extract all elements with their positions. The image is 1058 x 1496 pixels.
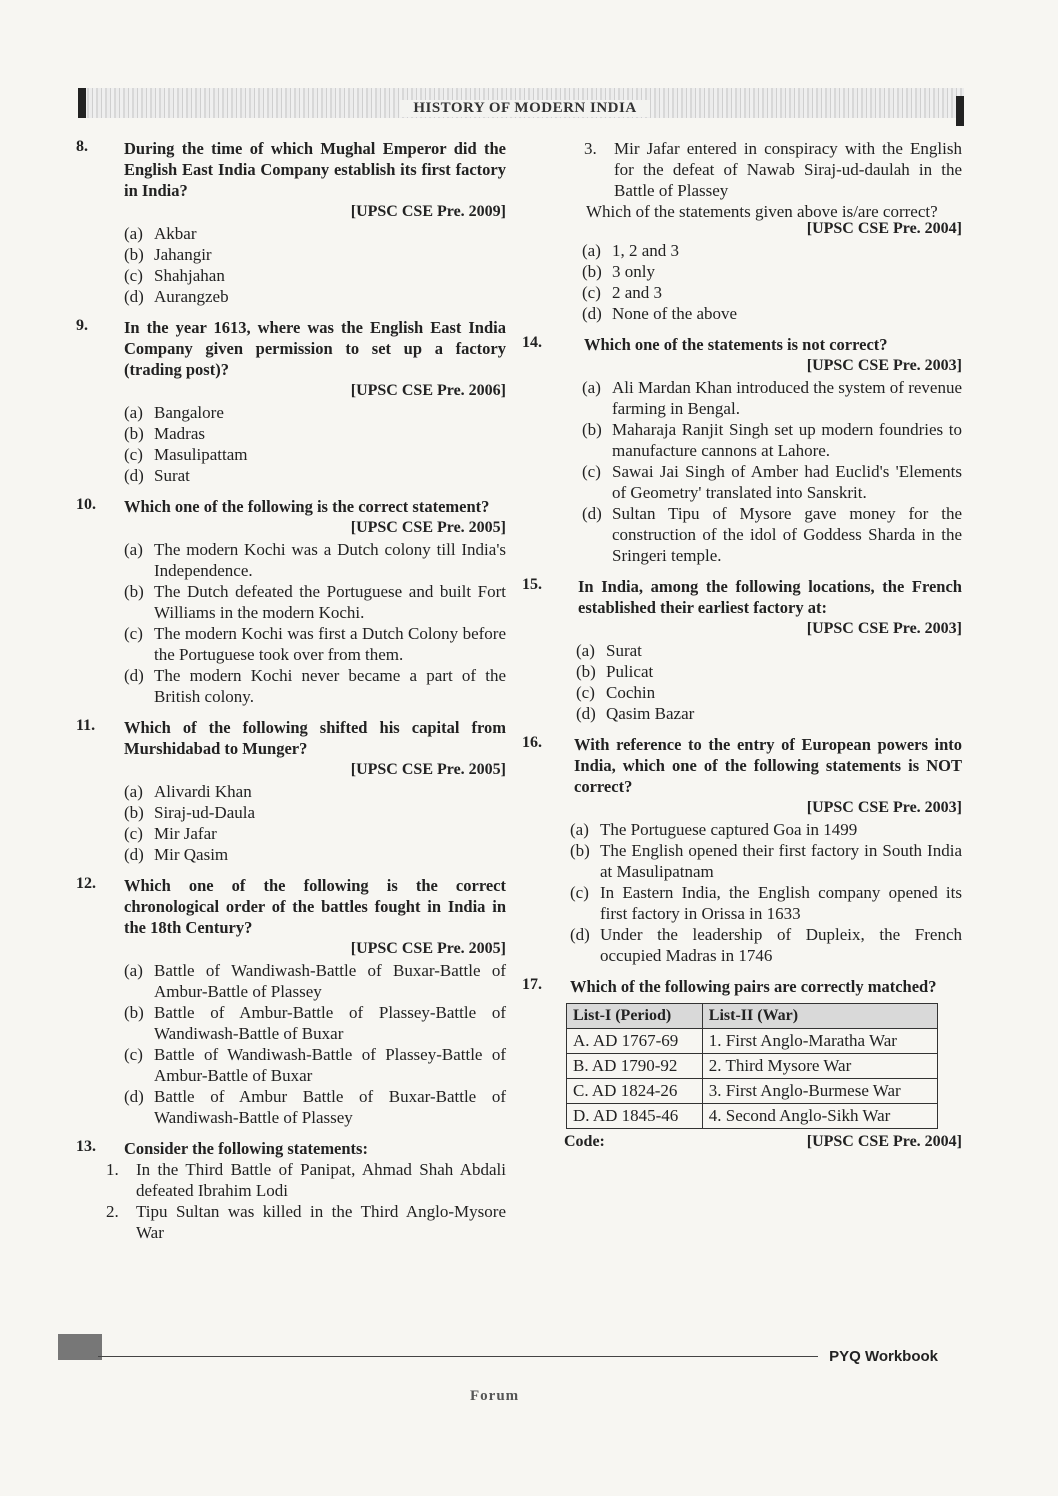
option-text: Bangalore — [154, 403, 224, 422]
period-cell: B. AD 1790-92 — [567, 1054, 703, 1079]
option — [576, 640, 962, 661]
question-number: 11. — [76, 717, 96, 734]
option — [124, 402, 506, 423]
option — [576, 703, 962, 724]
option — [124, 623, 506, 665]
option — [124, 1086, 506, 1128]
question-15 — [522, 576, 962, 724]
option-label: (d) — [570, 925, 590, 944]
option — [576, 682, 962, 703]
option-label: (d) — [124, 666, 144, 685]
option-label: (b) — [124, 1003, 144, 1022]
options-list — [124, 539, 506, 707]
option — [124, 823, 506, 844]
option — [124, 244, 506, 265]
exam-source: [UPSC CSE Pre. 2009] — [350, 203, 506, 220]
option-text: Battle of Ambur Battle of Buxar-Battle of Wandiwash-Battle of Plassey — [154, 1087, 506, 1127]
question-12 — [76, 875, 506, 1128]
exam-source: [UPSC CSE Pre. 2005] — [350, 761, 506, 778]
options-list — [570, 819, 962, 966]
option — [124, 465, 506, 486]
option-text: The Portuguese captured Goa in 1499 — [600, 820, 858, 839]
footer-title: PYQ Workbook — [829, 1348, 938, 1365]
option — [124, 444, 506, 465]
options-list — [124, 402, 506, 486]
option-label: (b) — [582, 420, 602, 439]
option — [570, 924, 962, 966]
option-label: (b) — [124, 582, 144, 601]
table-row — [567, 1079, 938, 1104]
question-text: Which of the following shifted his capital from Murshidabad to Munger? — [124, 718, 506, 758]
option-text: Maharaja Ranjit Singh set up modern foundries to manufacture cannons at Lahore. — [612, 420, 962, 460]
options-list — [124, 960, 506, 1128]
option-text: Battle of Wandiwash-Battle of Buxar-Battle of Ambur-Battle of Plassey — [154, 961, 506, 1001]
page-number-block — [58, 1334, 102, 1360]
option-label: (a) — [582, 378, 601, 397]
question-number: 13. — [76, 1138, 96, 1155]
option-label: (d) — [124, 845, 144, 864]
question-number: 14. — [522, 334, 542, 351]
option-text: Cochin — [606, 683, 656, 702]
option — [124, 1044, 506, 1086]
option-label: (d) — [582, 504, 602, 523]
statement-label: 1. — [106, 1160, 119, 1179]
option-label: (d) — [124, 466, 144, 485]
question-text: Which one of the following is the correct chronological order of the battles fought in India in the 18th Century? — [124, 876, 506, 937]
option-label: (c) — [124, 266, 143, 285]
question-14 — [522, 334, 962, 566]
column-header: List-I (Period) — [567, 1004, 703, 1029]
option-text: Qasim Bazar — [606, 704, 695, 723]
exam-source: [UPSC CSE Pre. 2005] — [350, 940, 506, 957]
options-list — [576, 640, 962, 724]
question-8 — [76, 138, 506, 307]
question-text: Which of the following pairs are correctly matched? — [570, 977, 937, 996]
question-text: With reference to the entry of European powers into India, which one of the following statements is NOT correct? — [574, 735, 962, 796]
option-text: Under the leadership of Dupleix, the French occupied Madras in 1746 — [600, 925, 962, 965]
option-label: (c) — [570, 883, 589, 902]
option-text: Battle of Wandiwash-Battle of Plassey-Battle of Ambur-Battle of Buxar — [154, 1045, 506, 1085]
option-label: (a) — [124, 782, 143, 801]
option-label: (d) — [124, 287, 144, 306]
option-label: (c) — [124, 1045, 143, 1064]
option-text: Alivardi Khan — [154, 782, 252, 801]
exam-source: [UPSC CSE Pre. 2004] — [806, 1133, 962, 1150]
statement — [106, 1159, 506, 1201]
option — [570, 882, 962, 924]
question-prompt: Which of the statements given above is/are correct? — [586, 202, 938, 221]
option — [124, 581, 506, 623]
question-number: 12. — [76, 875, 96, 892]
statement-label: 3. — [584, 139, 597, 158]
statement-text: Tipu Sultan was killed in the Third Anglo-Mysore War — [136, 1202, 506, 1242]
options-list — [582, 240, 962, 324]
statement — [106, 1201, 506, 1243]
option-label: (a) — [576, 641, 595, 660]
option — [124, 844, 506, 865]
statement-text: Mir Jafar entered in conspiracy with the English for the defeat of Nawab Siraj-ud-daulah in the Battle of Plassey — [614, 139, 962, 200]
option-text: Surat — [154, 466, 190, 485]
period-cell: C. AD 1824-26 — [567, 1079, 703, 1104]
exam-source: [UPSC CSE Pre. 2003] — [806, 357, 962, 374]
option-label: (c) — [582, 283, 601, 302]
match-table-header — [567, 1004, 938, 1029]
option-text: Akbar — [154, 224, 197, 243]
question-10 — [76, 496, 506, 707]
option-text: The modern Kochi never became a part of the British colony. — [154, 666, 506, 706]
option-text: Sultan Tipu of Mysore gave money for the construction of the idol of Goddess Sharda in the Sringeri temple. — [612, 504, 962, 565]
option-label: (a) — [582, 241, 601, 260]
statement — [584, 138, 962, 201]
option-label: (a) — [124, 403, 143, 422]
question-16 — [522, 734, 962, 966]
option-text: Shahjahan — [154, 266, 225, 285]
exam-source: [UPSC CSE Pre. 2005] — [350, 519, 506, 536]
option — [582, 461, 962, 503]
option-text: Mir Jafar — [154, 824, 217, 843]
option-label: (c) — [124, 445, 143, 464]
option — [124, 223, 506, 244]
question-text: Consider the following statements: — [124, 1139, 368, 1158]
option-label: (b) — [570, 841, 590, 860]
question-9 — [76, 317, 506, 486]
option-label: (c) — [582, 462, 601, 481]
header-right-mark — [956, 96, 964, 126]
option-label: (b) — [124, 424, 144, 443]
option-text: Masulipattam — [154, 445, 248, 464]
question-number: 9. — [76, 317, 88, 334]
option — [582, 503, 962, 566]
option — [570, 819, 962, 840]
option-label: (a) — [570, 820, 589, 839]
code-label: Code: — [564, 1133, 605, 1150]
question-13-continued — [522, 138, 962, 324]
option — [124, 960, 506, 1002]
option-label: (b) — [576, 662, 596, 681]
option-text: The English opened their first factory in South India at Masulipatnam — [600, 841, 962, 881]
option — [582, 282, 962, 303]
option — [582, 261, 962, 282]
question-number: 10. — [76, 496, 96, 513]
exam-source: [UPSC CSE Pre. 2006] — [350, 382, 506, 399]
option-text: 1, 2 and 3 — [612, 241, 680, 260]
options-list — [124, 223, 506, 307]
question-17 — [522, 976, 962, 1151]
option-label: (d) — [576, 704, 596, 723]
option — [582, 240, 962, 261]
question-11 — [76, 717, 506, 865]
option-text: Ali Mardan Khan introduced the system of revenue farming in Bengal. — [612, 378, 962, 418]
option-text: Siraj-ud-Daula — [154, 803, 256, 822]
option-text: In Eastern India, the English company opened its first factory in Orissa in 1633 — [600, 883, 962, 923]
period-cell: D. AD 1845-46 — [567, 1104, 703, 1129]
question-text: In the year 1613, where was the English East India Company given permission to set up a factory (trading post)? — [124, 318, 506, 379]
war-cell: 3. First Anglo-Burmese War — [702, 1079, 937, 1104]
option-label: (a) — [124, 961, 143, 980]
running-header-title: HISTORY OF MODERN INDIA — [400, 100, 650, 117]
option — [124, 1002, 506, 1044]
option-label: (a) — [124, 540, 143, 559]
statement-label: 2. — [106, 1202, 119, 1221]
footer-divider — [98, 1356, 818, 1357]
question-number: 8. — [76, 138, 88, 155]
option — [576, 661, 962, 682]
war-cell: 2. Third Mysore War — [702, 1054, 937, 1079]
table-row — [567, 1054, 938, 1079]
options-list — [582, 377, 962, 566]
option-text: Sawai Jai Singh of Amber had Euclid's 'Elements of Geometry' translated into Sanskrit. — [612, 462, 962, 502]
question-text: Which one of the following is the correct statement? — [124, 497, 490, 516]
option — [124, 423, 506, 444]
option-label: (d) — [582, 304, 602, 323]
question-text: In India, among the following locations, the French established their earliest factory at: — [578, 577, 962, 617]
match-table — [566, 1003, 938, 1129]
option-text: Aurangzeb — [154, 287, 229, 306]
option-text: Surat — [606, 641, 642, 660]
options-list — [124, 781, 506, 865]
right-column — [522, 138, 962, 1161]
option-label: (b) — [124, 803, 144, 822]
war-cell: 1. First Anglo-Maratha War — [702, 1029, 937, 1054]
period-cell: A. AD 1767-69 — [567, 1029, 703, 1054]
option-label: (b) — [124, 245, 144, 264]
question-text: Which one of the statements is not correct? — [584, 335, 888, 354]
war-cell: 4. Second Anglo-Sikh War — [702, 1104, 937, 1129]
option-label: (d) — [124, 1087, 144, 1106]
option-text: Mir Qasim — [154, 845, 229, 864]
option-text: 3 only — [612, 262, 655, 281]
option-text: None of the above — [612, 304, 738, 323]
exam-source: [UPSC CSE Pre. 2004] — [806, 220, 962, 237]
option-label: (a) — [124, 224, 143, 243]
option — [124, 665, 506, 707]
table-row — [567, 1104, 938, 1129]
option-text: Pulicat — [606, 662, 654, 681]
option-text: Jahangir — [154, 245, 212, 264]
exam-source: [UPSC CSE Pre. 2003] — [806, 799, 962, 816]
header-left-mark — [78, 88, 86, 118]
option — [582, 377, 962, 419]
question-13 — [76, 1138, 506, 1243]
left-column — [76, 138, 506, 1253]
option — [582, 303, 962, 324]
question-number: 16. — [522, 734, 542, 751]
option-text: 2 and 3 — [612, 283, 663, 302]
option — [124, 802, 506, 823]
option-label: (c) — [124, 624, 143, 643]
publisher-logo: Forum — [470, 1388, 520, 1404]
question-number: 15. — [522, 576, 542, 593]
option — [582, 419, 962, 461]
statement-text: In the Third Battle of Panipat, Ahmad Shah Abdali defeated Ibrahim Lodi — [136, 1160, 506, 1200]
option — [570, 840, 962, 882]
exam-source: [UPSC CSE Pre. 2003] — [806, 620, 962, 637]
option — [124, 539, 506, 581]
column-header: List-II (War) — [702, 1004, 937, 1029]
code-row — [564, 1133, 962, 1151]
option — [124, 286, 506, 307]
option-text: The Dutch defeated the Portuguese and built Fort Williams in the modern Kochi. — [154, 582, 506, 622]
option-label: (b) — [582, 262, 602, 281]
option-label: (c) — [124, 824, 143, 843]
option-text: The modern Kochi was first a Dutch Colony before the Portuguese took over from them. — [154, 624, 506, 664]
option-text: The modern Kochi was a Dutch colony till India's Independence. — [154, 540, 506, 580]
table-row — [567, 1029, 938, 1054]
question-text: During the time of which Mughal Emperor did the English East India Company establish its first factory in India? — [124, 139, 506, 200]
option — [124, 781, 506, 802]
question-number: 17. — [522, 976, 542, 993]
option-label: (c) — [576, 683, 595, 702]
option — [124, 265, 506, 286]
option-text: Battle of Ambur-Battle of Plassey-Battle of Wandiwash-Battle of Buxar — [154, 1003, 506, 1043]
option-text: Madras — [154, 424, 205, 443]
